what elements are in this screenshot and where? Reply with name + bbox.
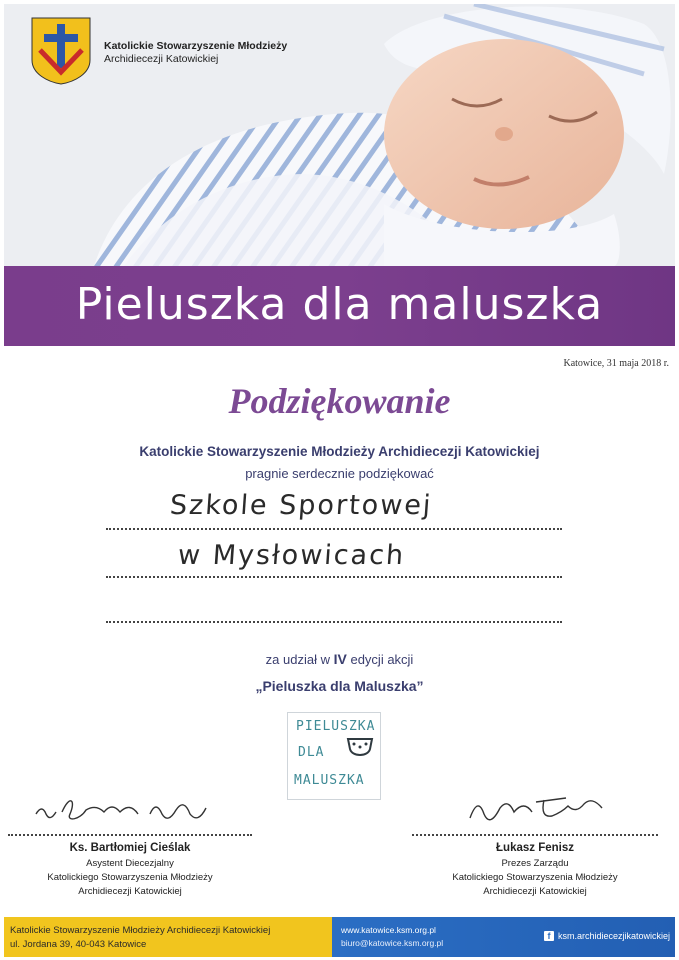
footer-yellow-band (4, 917, 332, 957)
recipient-line-2: w Mysłowicach (176, 540, 407, 571)
campaign-logo (287, 712, 381, 800)
footer-address: ul. Jordana 39, 40-043 Katowice (10, 939, 147, 950)
document-date: Katowice, 31 maja 2018 r. (563, 358, 669, 369)
left-signatory-role3: Archidiecezji Katowickiej (78, 886, 182, 897)
header-org-line2: Archidiecezji Katowickiej (104, 53, 219, 65)
campaign-name: „Pieluszka dla Maluszka” (255, 678, 424, 694)
right-signatory-role3: Archidiecezji Katowickiej (483, 886, 587, 897)
dotted-line-3 (106, 621, 562, 623)
campaign-logo-line1: PIELUSZKA (296, 719, 376, 734)
right-signatory-role2: Katolickiego Stowarzyszenia Młodzieży (452, 872, 618, 883)
recipient-line-1: Szkole Sportowej (168, 490, 434, 521)
dotted-line-1 (106, 528, 562, 530)
left-signature-line (8, 834, 252, 836)
footer-org-name: Katolickie Stowarzyszenie Młodzieży Archidiecezji Katowickiej (10, 925, 271, 936)
header-org-name (104, 40, 287, 66)
campaign-banner (4, 266, 675, 346)
participation-suffix: edycji akcji (350, 652, 414, 667)
facebook-icon: f (544, 931, 554, 941)
banner-title: Pieluszka dla maluszka (75, 278, 604, 330)
campaign-logo-line2: DLA (298, 745, 325, 760)
diaper-icon (346, 735, 374, 765)
footer-email-link[interactable]: biuro@katowice.ksm.org.pl (341, 938, 444, 948)
footer-website-link[interactable]: www.katowice.ksm.org.pl (341, 925, 436, 935)
participation-prefix: za udział w (265, 652, 330, 667)
right-signatory-role1: Prezes Zarządu (501, 858, 569, 869)
edition-number: IV (333, 651, 347, 667)
right-signatory (412, 842, 658, 899)
footer-facebook-link[interactable] (544, 931, 670, 941)
left-signatory-name: Ks. Bartłomiej Cieślak (69, 842, 191, 854)
document-heading: Podziękowanie (228, 381, 451, 421)
right-signature-mark (466, 788, 616, 833)
participation-line (0, 651, 679, 667)
thanks-line: pragnie serdecznie podziękować (245, 466, 434, 481)
left-signature-mark (32, 790, 232, 835)
right-signatory-name: Łukasz Fenisz (496, 842, 574, 854)
ksm-crest-icon (30, 16, 92, 86)
header-org-line1: Katolickie Stowarzyszenie Młodzieży (104, 40, 288, 52)
facebook-handle: ksm.archidiecezjikatowickiej (558, 931, 671, 941)
left-signatory-role1: Asystent Diecezjalny (86, 858, 174, 869)
left-signatory-role2: Katolickiego Stowarzyszenia Młodzieży (47, 872, 213, 883)
campaign-logo-line3: MALUSZKA (294, 773, 365, 788)
left-signatory (8, 842, 252, 899)
right-signature-line (412, 834, 658, 836)
dotted-line-2 (106, 576, 562, 578)
issuer-name: Katolickie Stowarzyszenie Młodzieży Archidiecezji Katowickiej (139, 444, 540, 459)
